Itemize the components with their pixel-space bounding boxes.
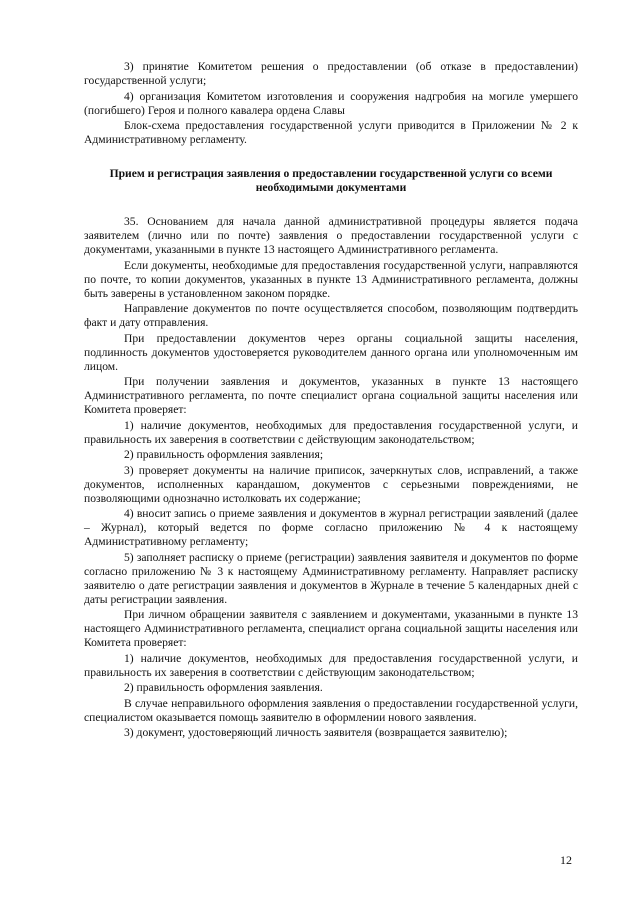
list-item: 2) правильность оформления заявления;	[124, 448, 324, 461]
page-content	[84, 60, 578, 742]
paragraph: В случае неправильного оформления заявления о предоставлении государственной услуги, специалистом оказывается помощь заявителю в оформлении нового заявления.	[84, 696, 578, 724]
paragraph: Если документы, необходимые для предоставления государственной услуги, направляются по почте, то копии документов, указанных в пункте 13 Административного регламента, должны быть заверены в установленном законом порядке.	[84, 258, 578, 300]
list-item: 4) вносит запись о приеме заявления и документов в журнал регистрации заявлений (далее – Журнал), который ведется по форме согласно приложению № 4 к настоящему Административному регламенту;	[84, 507, 578, 548]
page-number: 12	[560, 853, 572, 867]
paragraph: Блок-схема предоставления государственной услуги приводится в Приложении № 2 к Административному регламенту.	[84, 119, 578, 146]
list-item: 3) документ, удостоверяющий личность заявителя (возвращается заявителю);	[124, 726, 508, 739]
paragraph: 35. Основанием для начала данной административной процедуры является подача заявителем (лично или по почте) заявления о предоставлении государственной услуги с документами, указанными в пункте 13 настоящего Административного регламента.	[84, 215, 578, 256]
section-heading: Прием и регистрация заявления о предоставлении государственной услуги со всеми необходимыми документами	[109, 167, 553, 194]
list-item: 2) правильность оформления заявления.	[124, 681, 323, 694]
list-item: 5) заполняет расписку о приеме (регистрации) заявления заявителя и документов по форме согласно приложению № 3 к настоящему Административному регламенту. Направляет расписку заявителю о дате регистрации заявления и документов в Журнале в течение 5 календарных дней с даты регистрации заявления.	[84, 550, 578, 606]
list-item: 4) организация Комитетом изготовления и сооружения надгробия на могиле умершего (погибшего) Героя и полного кавалера ордена Славы	[84, 89, 578, 117]
list-item: 1) наличие документов, необходимых для предоставления государственной услуги, и правильность их заверения в соответствии с действующим законодательством;	[84, 651, 578, 679]
list-item: 1) наличие документов, необходимых для предоставления государственной услуги, и правильность их заверения в соответствии с действующим законодательством;	[84, 418, 578, 446]
paragraph: При предоставлении документов через органы социальной защиты населения, подлинность документов удостоверяется руководителем данного органа или уполномоченным им лицом.	[84, 331, 578, 373]
list-item: 3) принятие Комитетом решения о предоставлении (об отказе в предоставлении) государственной услуги;	[84, 60, 578, 87]
paragraph: При получении заявления и документов, указанных в пункте 13 настоящего Административного регламента, по почте специалист органа социальной защиты населения или Комитета проверяет:	[84, 375, 578, 416]
paragraph: При личном обращении заявителя с заявлением и документами, указанными в пункте 13 настоящего Административного регламента, специалист органа социальной защиты населения или Комитета проверяет:	[84, 608, 578, 649]
paragraph: Направление документов по почте осуществляется способом, позволяющим подтвердить факт и дату отправления.	[84, 302, 578, 329]
list-item: 3) проверяет документы на наличие приписок, зачеркнутых слов, исправлений, а также документов, исполненных карандашом, документов с серьезными повреждениями, не позволяющими однозначно истолковать их содержание;	[84, 463, 578, 505]
